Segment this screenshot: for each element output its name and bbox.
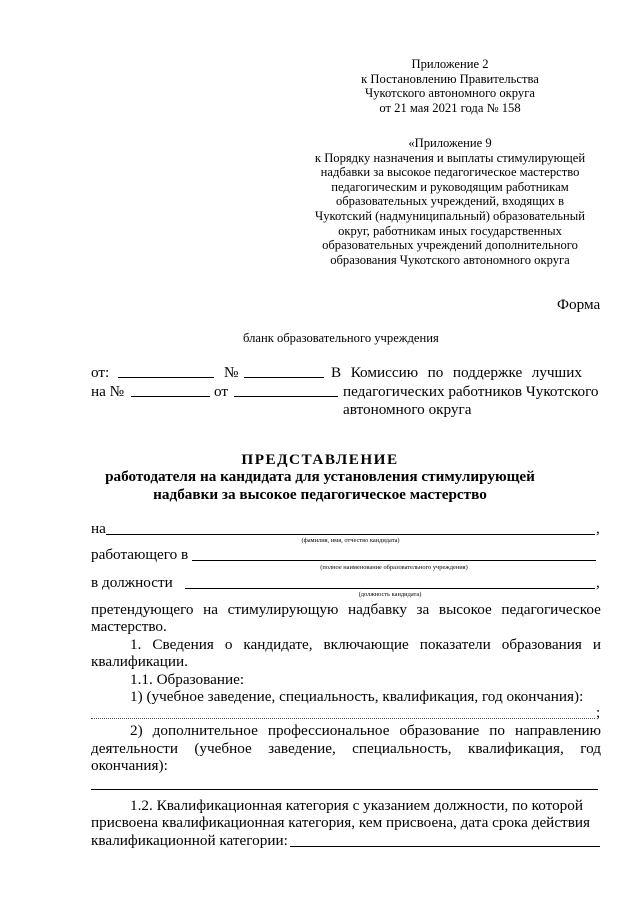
field-na-label: на [91, 520, 106, 537]
doc-title: ПРЕДСТАВЛЕНИЕ [241, 451, 399, 468]
field-position-comma: , [596, 574, 600, 591]
appendix9-line: образования Чукотского автономного округа [330, 252, 570, 267]
addressee-word: по [427, 364, 444, 381]
addressee-line1 [331, 364, 582, 382]
field-position-caption: (должность кандидата) [358, 591, 422, 598]
body-word: специальность, [352, 740, 452, 757]
form-label: Форма [557, 296, 601, 313]
field-na-input[interactable] [106, 534, 595, 535]
reg-from2-label: от [214, 383, 229, 400]
section11-item1-input[interactable] [91, 718, 595, 719]
appendix9-block [300, 136, 600, 267]
body-word: надбавку [347, 601, 407, 618]
reg-no-blank[interactable] [244, 377, 324, 378]
section11-item2-line1 [130, 722, 601, 740]
body-word: профессиональное [267, 722, 390, 739]
section1-line1 [130, 636, 601, 654]
body-word: о [224, 636, 233, 653]
reg-on-no-blank[interactable] [131, 396, 210, 397]
field-works-caption: (полное наименование образовательного учреждения) [320, 564, 468, 571]
addressee-word: поддержке [452, 364, 523, 381]
appendix9-line: Чукотский (надмуниципальный) образовательный [315, 208, 585, 223]
addressee-word: лучших [531, 364, 582, 381]
body-word: высокое [438, 601, 492, 618]
letterhead-caption: бланк образовательного учреждения [243, 331, 439, 345]
reg-from-label: от: [91, 364, 110, 381]
section12-line2: присвоена квалификационная категория, кем присвоена, дата срока действия [91, 814, 590, 831]
field-position-input[interactable] [185, 588, 595, 589]
body-word: стимулирующую [227, 601, 339, 618]
body-word: образование [399, 722, 480, 739]
body-word: Сведения [152, 636, 214, 653]
addressee-line2: педагогических работников Чукотского [343, 383, 599, 400]
reg-from2-blank[interactable] [234, 396, 338, 397]
field-na-comma: , [596, 520, 600, 537]
section1-line2: квалификации. [91, 653, 188, 670]
field-na-caption: (фамилия, имя, отчество кандидата) [301, 537, 400, 544]
section11-item2-line3: окончания): [91, 757, 168, 774]
reg-no-label: № [224, 364, 239, 381]
appendix9-line: образовательных учреждений дополнительного [322, 238, 578, 253]
addressee-line3: автономного округа [343, 401, 472, 418]
body-word: заведение, [268, 740, 336, 757]
body-word: по [489, 722, 505, 739]
body-word: квалификация, [468, 740, 564, 757]
doc-subtitle-2: надбавки за высокое педагогическое мастерство [153, 486, 487, 503]
appendix9-line: надбавки за высокое педагогическое мастерство [320, 165, 580, 180]
section11-item1: 1) (учебное заведение, специальность, квалификация, год окончания): [130, 688, 584, 705]
addressee-word: Комиссию [350, 364, 419, 381]
doc-subtitle-1: работодателя на кандидата для установления стимулирующей [105, 468, 535, 485]
section11-title: 1.1. Образование: [130, 671, 245, 688]
reg-on-no-label: на № [91, 383, 125, 400]
body-word: 1. [130, 636, 142, 653]
body-word: на [203, 601, 218, 618]
body-word: кандидате, [243, 636, 313, 653]
body-word: дополнительное [152, 722, 258, 739]
field-works-label: работающего в [91, 546, 189, 563]
appendix2-block [320, 57, 580, 115]
appendix9-line: педагогическим и руководящим работникам [331, 179, 569, 194]
appendix2-line2: Чукотского автономного округа [365, 86, 535, 101]
appendix2-line3: от 21 мая 2021 года № 158 [379, 100, 521, 115]
body-word: за [416, 601, 430, 618]
body-word: педагогическое [501, 601, 601, 618]
field-works-input[interactable] [192, 560, 596, 561]
section12-line3: квалификационной категории: [91, 832, 288, 849]
body-word: включающие [323, 636, 409, 653]
section11-item2-line2 [91, 740, 601, 758]
appendix9-line: к Порядку назначения и выплаты стимулирующей [314, 150, 586, 165]
field-position-label: в должности [91, 574, 173, 591]
body-word: направлению [514, 722, 601, 739]
body-word: деятельности [91, 740, 178, 757]
body-word: 2) [130, 722, 143, 739]
addressee-word: В [331, 364, 342, 381]
section12-line1: 1.2. Квалификационная категория с указанием должности, по которой [130, 797, 583, 814]
section12-input[interactable] [290, 846, 600, 847]
body-word: год [580, 740, 601, 757]
body-word: образования [501, 636, 582, 653]
appendix2-title: Приложение 2 [411, 57, 489, 71]
reg-from-blank[interactable] [118, 377, 214, 378]
appendix9-line: округ, работникам иных государственных [338, 223, 562, 238]
body-word: и [592, 636, 601, 653]
body-word: показатели [419, 636, 491, 653]
body-p1-line1 [91, 601, 601, 619]
appendix2-line1: к Постановлению Правительства [361, 71, 539, 86]
section11-item2-input[interactable] [91, 789, 598, 790]
body-p1-line2: мастерство. [91, 618, 167, 635]
body-word: претендующего [91, 601, 194, 618]
section11-item1-semicolon: ; [596, 704, 601, 721]
body-word: (учебное [194, 740, 252, 757]
appendix9-line: образовательных учреждений, входящих в [335, 194, 565, 209]
appendix9-line: «Приложение 9 [408, 136, 492, 150]
